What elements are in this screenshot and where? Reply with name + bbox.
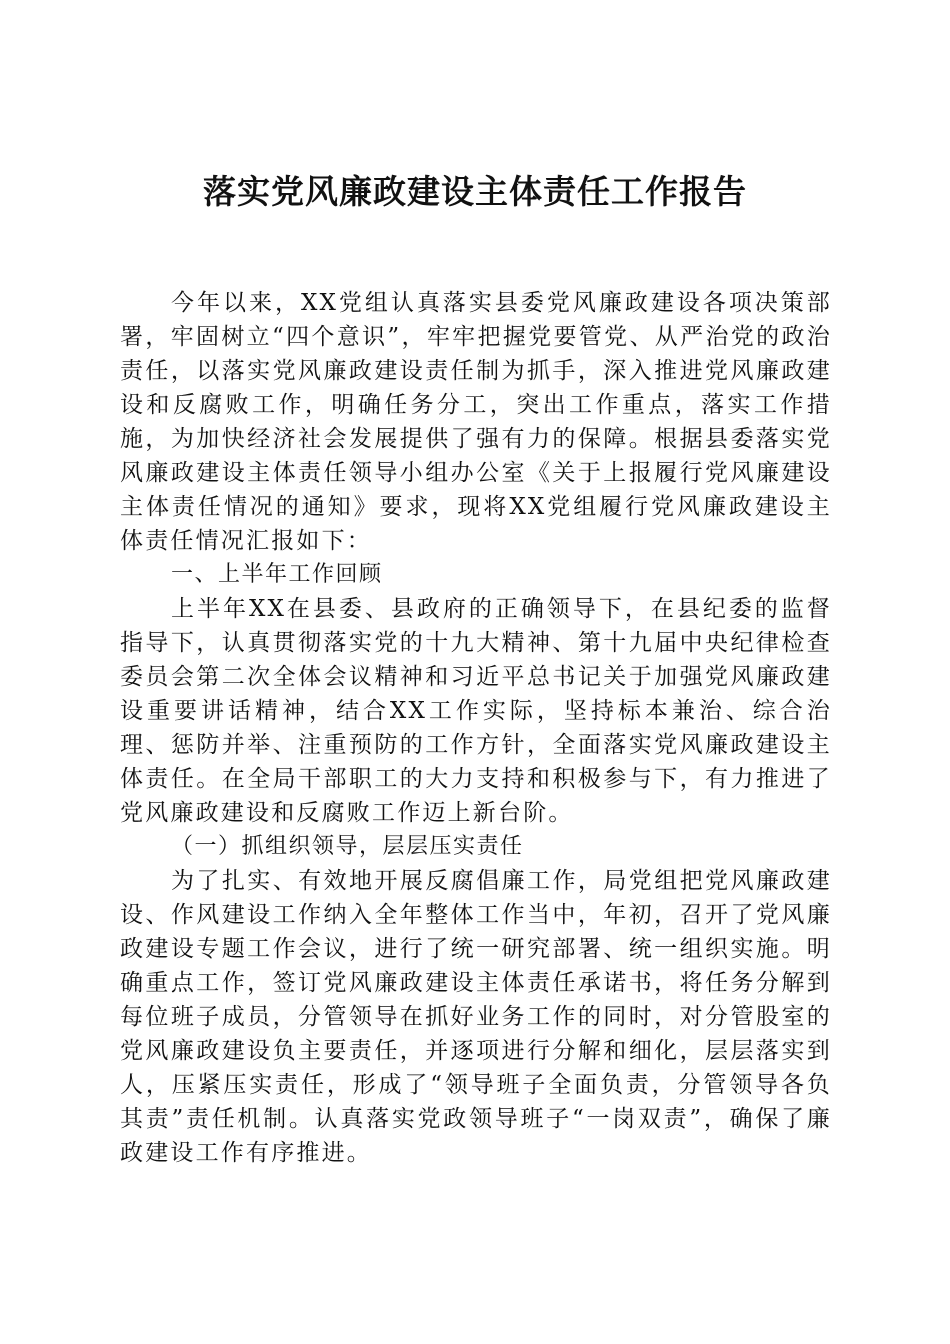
section-review-paragraph: 上半年XX在县委、县政府的正确领导下，在县纪委的监督指导下，认真贯彻落实党的十九大精神、第十九届中央纪律检查委员会第二次全体会议精神和习近平总书记关于加强党风廉政建设重要讲话精神，结合XX工作实际，坚持标本兼治、综合治理、惩防并举、注重预防的工作方针，全面落实党风廉政建设主体责任。在全局干部职工的大力支持和积极参与下，有力推进了党风廉政建设和反腐败工作迈上新台阶。 (120, 596, 832, 826)
subsection-leadership-paragraph: 为了扎实、有效地开展反腐倡廉工作，局党组把党风廉政建设、作风建设工作纳入全年整体工作当中，年初，召开了党风廉政建设专题工作会议，进行了统一研究部署、统一组织实施。明确重点工作，签订党风廉政建设主体责任承诺书，将任务分解到每位班子成员，分管领导在抓好业务工作的同时，对分管股室的党风廉政建设负主要责任，并逐项进行分解和细化，层层落实到人，压紧压实责任，形成了“领导班子全面负责，分管领导各负其责”责任机制。认真落实党政领导班子“一岗双责”，确保了廉政建设工作有序推进。 (120, 868, 832, 1166)
document-title: 落实党风廉政建设主体责任工作报告 (203, 172, 747, 211)
subsection-heading-leadership: （一）抓组织领导，层层压实责任 (171, 834, 524, 859)
intro-paragraph: 今年以来，XX党组认真落实县委党风廉政建设各项决策部署，牢固树立“四个意识”，牢牢把握党要管党、从严治党的政治责任，以落实党风廉政建设责任制为抓手，深入推进党风廉政建设和反腐败工作，明确任务分工，突出工作重点，落实工作措施，为加快经济社会发展提供了强有力的保障。根据县委落实党风廉政建设主体责任领导小组办公室《关于上报履行党风廉建设主体责任情况的通知》要求，现将XX党组履行党风廉政建设主体责任情况汇报如下： (120, 290, 832, 554)
section-heading-review: 一、上半年工作回顾 (171, 562, 383, 587)
document-body (120, 286, 832, 1170)
